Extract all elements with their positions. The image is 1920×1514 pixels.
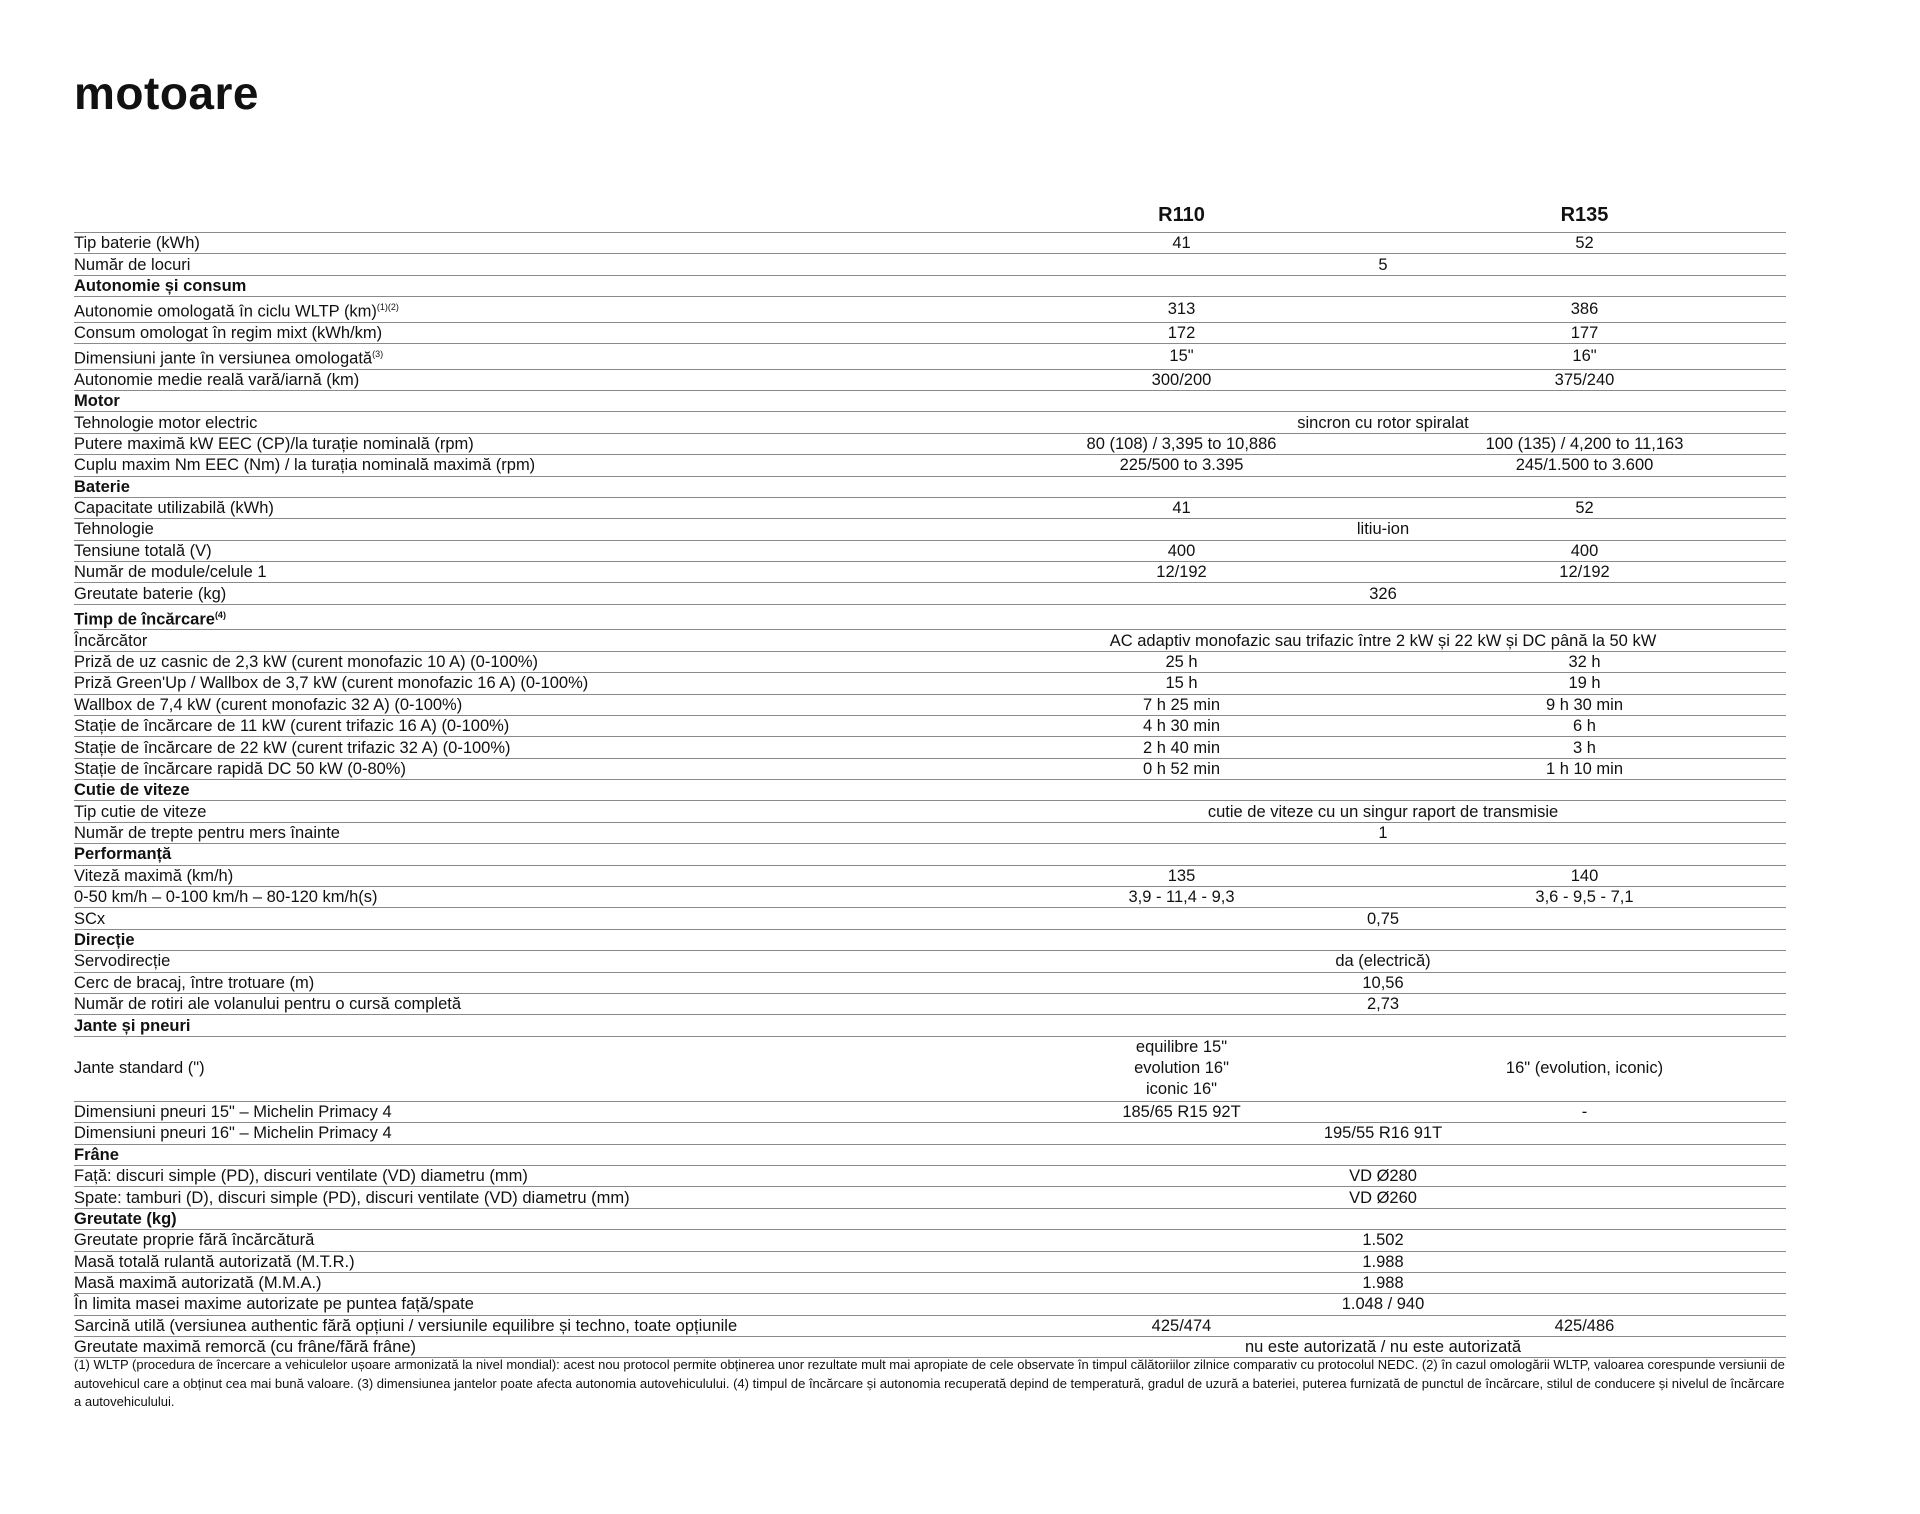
row-label-text: Număr de rotiri ale volanului pentru o cursă completă [74,995,462,1014]
table-row [74,369,1786,390]
row-label-text: Stație de încărcare de 22 kW (curent trifazic 32 A) (0-100%) [74,738,511,757]
value-r110: 185/65 R15 92T [980,1101,1383,1122]
table-row [74,297,1786,323]
table-row [74,715,1786,736]
table-row [74,1272,1786,1293]
section-header-row [74,929,1786,950]
row-label [74,929,980,950]
row-label-text: Priză de uz casnic de 2,3 kW (curent monofazic 10 A) (0-100%) [74,652,539,671]
table-row [74,758,1786,779]
value-r110: 15 h [980,673,1383,694]
value-r110: 0 h 52 min [980,758,1383,779]
row-label-text: Dimensiuni pneuri 16" – Michelin Primacy 4 [74,1124,392,1143]
row-label [74,369,980,390]
value-r135: 19 h [1383,673,1786,694]
value-r110: 172 [980,322,1383,343]
table-row [74,412,1786,433]
section-header-row [74,1015,1786,1036]
row-label-text: Autonomie omologată în ciclu WLTP (km) [74,302,377,321]
row-label [74,583,980,604]
row-label [74,1165,980,1186]
value-r110: 4 h 30 min [980,715,1383,736]
row-label [74,908,980,929]
row-label-text: Încărcător [74,631,148,650]
value-both: sincron cu rotor spiralat [980,412,1786,433]
column-header-r135: R135 [1383,198,1786,233]
table-row [74,630,1786,651]
value-r110: 12/192 [980,562,1383,583]
row-label [74,519,980,540]
row-label-text: Motor [74,392,120,411]
section-spacer [980,604,1786,630]
value-r135: 9 h 30 min [1383,694,1786,715]
row-label [74,1208,980,1229]
row-label [74,275,980,296]
value-r110: 313 [980,297,1383,323]
row-label-text: Servodirecție [74,952,171,971]
section-header-row [74,275,1786,296]
row-label [74,887,980,908]
row-label [74,1251,980,1272]
row-label [74,1230,980,1251]
row-label [74,344,980,370]
row-label [74,233,980,254]
row-label [74,822,980,843]
table-row [74,951,1786,972]
value-both: 2,73 [980,994,1786,1015]
row-label [74,604,980,630]
value-both: 1.988 [980,1251,1786,1272]
row-label-text: Greutate baterie (kg) [74,584,227,603]
row-label [74,433,980,454]
table-row [74,562,1786,583]
table-row [74,254,1786,275]
value-both: AC adaptiv monofazic sau trifazic între 2 kW și 22 kW și DC până la 50 kW [980,630,1786,651]
table-row [74,540,1786,561]
value-both: cutie de viteze cu un singur raport de transmisie [980,801,1786,822]
spec-table-body [74,233,1786,1358]
row-label-text: Cerc de bracaj, între trotuare (m) [74,973,315,992]
row-label [74,715,980,736]
value-r135: 32 h [1383,651,1786,672]
table-row [74,433,1786,454]
table-row [74,233,1786,254]
row-label-text: Cuplu maxim Nm EEC (Nm) / la turația nominală maximă (rpm) [74,456,536,475]
row-label [74,758,980,779]
row-label-text: Performanță [74,845,172,864]
value-r110: 3,9 - 11,4 - 9,3 [980,887,1383,908]
section-header-row [74,476,1786,497]
footnote-marker: (3) [372,349,384,360]
table-row [74,1123,1786,1144]
row-label-text: Tensiune totală (V) [74,541,212,560]
table-row [74,694,1786,715]
row-label [74,673,980,694]
table-row [74,1251,1786,1272]
value-r110: 2 h 40 min [980,737,1383,758]
table-row [74,1187,1786,1208]
row-label [74,322,980,343]
row-label [74,780,980,801]
row-label [74,801,980,822]
table-row [74,801,1786,822]
row-label-text: Wallbox de 7,4 kW (curent monofazic 32 A) (0-100%) [74,695,463,714]
value-r135: 16" [1383,344,1786,370]
section-header-row [74,390,1786,411]
table-row [74,583,1786,604]
row-label [74,1036,980,1101]
row-label [74,497,980,518]
value-r135: 386 [1383,297,1786,323]
row-label-text: Tip cutie de viteze [74,802,207,821]
row-label-text: Greutate proprie fără încărcătură [74,1231,315,1250]
value-r110: 80 (108) / 3,395 to 10,886 [980,433,1383,454]
section-spacer [980,1015,1786,1036]
spec-table [74,198,1786,1358]
value-r110 [980,1036,1383,1101]
row-label [74,390,980,411]
value-r110-line: evolution 16" [1134,1059,1229,1078]
table-row [74,344,1786,370]
row-label-text: Față: discuri simple (PD), discuri ventilate (VD) diametru (mm) [74,1167,528,1186]
table-header-row [74,198,1786,233]
table-row [74,1165,1786,1186]
value-r135: 245/1.500 to 3.600 [1383,455,1786,476]
table-row [74,1101,1786,1122]
section-spacer [980,390,1786,411]
value-both: 326 [980,583,1786,604]
table-row [74,1337,1786,1358]
value-r110: 300/200 [980,369,1383,390]
value-both: VD Ø280 [980,1165,1786,1186]
row-label [74,1015,980,1036]
table-row [74,822,1786,843]
table-row [74,1230,1786,1251]
value-r110-line: iconic 16" [1146,1080,1217,1099]
row-label [74,562,980,583]
row-label [74,1123,980,1144]
row-label-text: Putere maximă kW EEC (CP)/la turație nominală (rpm) [74,434,474,453]
value-r110: 41 [980,497,1383,518]
value-both: 195/55 R16 91T [980,1123,1786,1144]
table-row [74,887,1786,908]
value-r135: 425/486 [1383,1315,1786,1336]
row-label [74,1315,980,1336]
row-label-text: Spate: tamburi (D), discuri simple (PD), discuri ventilate (VD) diametru (mm) [74,1188,630,1207]
value-r110: 15" [980,344,1383,370]
value-both: nu este autorizată / nu este autorizată [980,1337,1786,1358]
row-label [74,540,980,561]
table-row [74,322,1786,343]
row-label-text: Stație de încărcare rapidă DC 50 kW (0-80%) [74,759,406,778]
row-label [74,951,980,972]
section-header-row [74,604,1786,630]
table-row [74,651,1786,672]
table-row [74,673,1786,694]
table-row [74,908,1786,929]
row-label [74,1272,980,1293]
row-label-text: Număr de module/celule 1 [74,563,267,582]
row-label-text: Masă maximă autorizată (M.M.A.) [74,1274,322,1293]
value-r135: 375/240 [1383,369,1786,390]
row-label-text: Jante standard (") [74,1059,205,1078]
value-r135: 12/192 [1383,562,1786,583]
table-row [74,1315,1786,1336]
value-r110: 25 h [980,651,1383,672]
table-row [74,1036,1786,1101]
value-r135: - [1383,1101,1786,1122]
row-label [74,1294,980,1315]
value-r135: 177 [1383,322,1786,343]
value-r135: 52 [1383,233,1786,254]
value-r110: 135 [980,865,1383,886]
row-label [74,1337,980,1358]
row-label-text: Dimensiuni pneuri 15" – Michelin Primacy 4 [74,1102,392,1121]
value-both: 1.988 [980,1272,1786,1293]
value-both: 0,75 [980,908,1786,929]
row-label [74,630,980,651]
value-both: VD Ø260 [980,1187,1786,1208]
value-both: 5 [980,254,1786,275]
row-label-text: Capacitate utilizabilă (kWh) [74,499,274,518]
section-spacer [980,1208,1786,1229]
row-label-text: Autonomie și consum [74,276,247,295]
row-label-text: Număr de locuri [74,255,191,274]
page-title: motoare [74,67,259,119]
table-row [74,497,1786,518]
value-both: 1 [980,822,1786,843]
row-label-text: Jante și pneuri [74,1016,191,1035]
row-label [74,476,980,497]
row-label-text: Consum omologat în regim mixt (kWh/km) [74,323,383,342]
row-label [74,1187,980,1208]
section-spacer [980,929,1786,950]
row-label [74,737,980,758]
table-row [74,972,1786,993]
row-label-text: Tehnologie motor electric [74,413,258,432]
row-label [74,1101,980,1122]
column-header-r110: R110 [980,198,1383,233]
value-r110: 225/500 to 3.395 [980,455,1383,476]
row-label-text: Tip baterie (kWh) [74,234,200,253]
value-both: da (electrică) [980,951,1786,972]
row-label [74,694,980,715]
value-r135: 3,6 - 9,5 - 7,1 [1383,887,1786,908]
table-row [74,737,1786,758]
row-label [74,994,980,1015]
row-label-text: Autonomie medie reală vară/iarnă (km) [74,370,360,389]
row-label [74,651,980,672]
value-both: 1.502 [980,1230,1786,1251]
row-label [74,297,980,323]
row-label-text: 0-50 km/h – 0-100 km/h – 80-120 km/h(s) [74,888,378,907]
row-label-text: În limita masei maxime autorizate pe puntea față/spate [74,1295,474,1314]
row-label-text: Direcție [74,931,135,950]
section-spacer [980,844,1786,865]
row-label [74,455,980,476]
row-label-text: Frâne [74,1145,119,1164]
row-label-text: Viteză maximă (km/h) [74,866,234,885]
value-r110: 425/474 [980,1315,1383,1336]
section-header-row [74,1208,1786,1229]
table-row [74,865,1786,886]
header-label-spacer [74,198,980,233]
row-label-text: Sarcină utilă (versiunea authentic fără opțiuni / versiunile equilibre și techno, toate opțiunile [74,1316,738,1335]
row-label [74,254,980,275]
section-header-row [74,780,1786,801]
row-label-text: Priză Green'Up / Wallbox de 3,7 kW (curent monofazic 16 A) (0-100%) [74,674,589,693]
value-r135: 52 [1383,497,1786,518]
row-label-text: Greutate (kg) [74,1209,177,1228]
value-r110-line: equilibre 15" [1135,1038,1228,1057]
row-label-text: Cutie de viteze [74,781,190,800]
value-both: litiu-ion [980,519,1786,540]
section-spacer [980,1144,1786,1165]
section-spacer [980,476,1786,497]
table-row [74,519,1786,540]
section-spacer [980,275,1786,296]
row-label-text: Dimensiuni jante în versiunea omologată [74,349,373,368]
row-label-text: Greutate maximă remorcă (cu frâne/fără frâne) [74,1338,417,1357]
footnotes: (1) WLTP (procedura de încercare a vehiculelor ușoare armonizată la nivel mondial): acest nou protocol permite obținerea unor rezultate mult mai apropiate de cele observate în timpul călătoriilor zilnice comparativ cu protocolul NEDC. (2) în cazul omologării WLTP, valoarea corespunde versiunii de autovehicul care a obținut cea mai bună valoare. (3) dimensiunea jantelor poate afecta autonomia autovehiculului. (4) timpul de încărcare și autonomia recuperată depind de temperatură, gradul de uzură a bateriei, puterea furnizată de punctul de încărcare, stilul de conducere și nivelul de încărcare a autovehiculului. [74,1357,1785,1409]
value-r110: 7 h 25 min [980,694,1383,715]
row-label-text: Timp de încărcare [74,610,215,629]
row-label-text: Baterie [74,477,130,496]
row-label-text: Masă totală rulantă autorizată (M.T.R.) [74,1252,355,1271]
value-r135: 140 [1383,865,1786,886]
row-label-text: Număr de trepte pentru mers înainte [74,824,340,843]
value-r135: 6 h [1383,715,1786,736]
footnote-marker: (4) [214,609,226,620]
row-label-text: Tehnologie [74,520,154,539]
table-row [74,994,1786,1015]
value-both: 10,56 [980,972,1786,993]
value-r135: 100 (135) / 4,200 to 11,163 [1383,433,1786,454]
value-r135: 3 h [1383,737,1786,758]
row-label [74,844,980,865]
section-header-row [74,1144,1786,1165]
row-label [74,1144,980,1165]
table-row [74,455,1786,476]
value-r110: 41 [980,233,1383,254]
value-r110: 400 [980,540,1383,561]
value-both: 1.048 / 940 [980,1294,1786,1315]
row-label [74,972,980,993]
row-label-text: SCx [74,909,106,928]
row-label [74,412,980,433]
value-r135: 1 h 10 min [1383,758,1786,779]
value-r135: 400 [1383,540,1786,561]
section-spacer [980,780,1786,801]
table-row [74,1294,1786,1315]
row-label [74,865,980,886]
value-r135: 16" (evolution, iconic) [1383,1036,1786,1101]
section-header-row [74,844,1786,865]
footnote-marker: (1)(2) [376,302,399,313]
row-label-text: Stație de încărcare de 11 kW (curent trifazic 16 A) (0-100%) [74,717,510,736]
